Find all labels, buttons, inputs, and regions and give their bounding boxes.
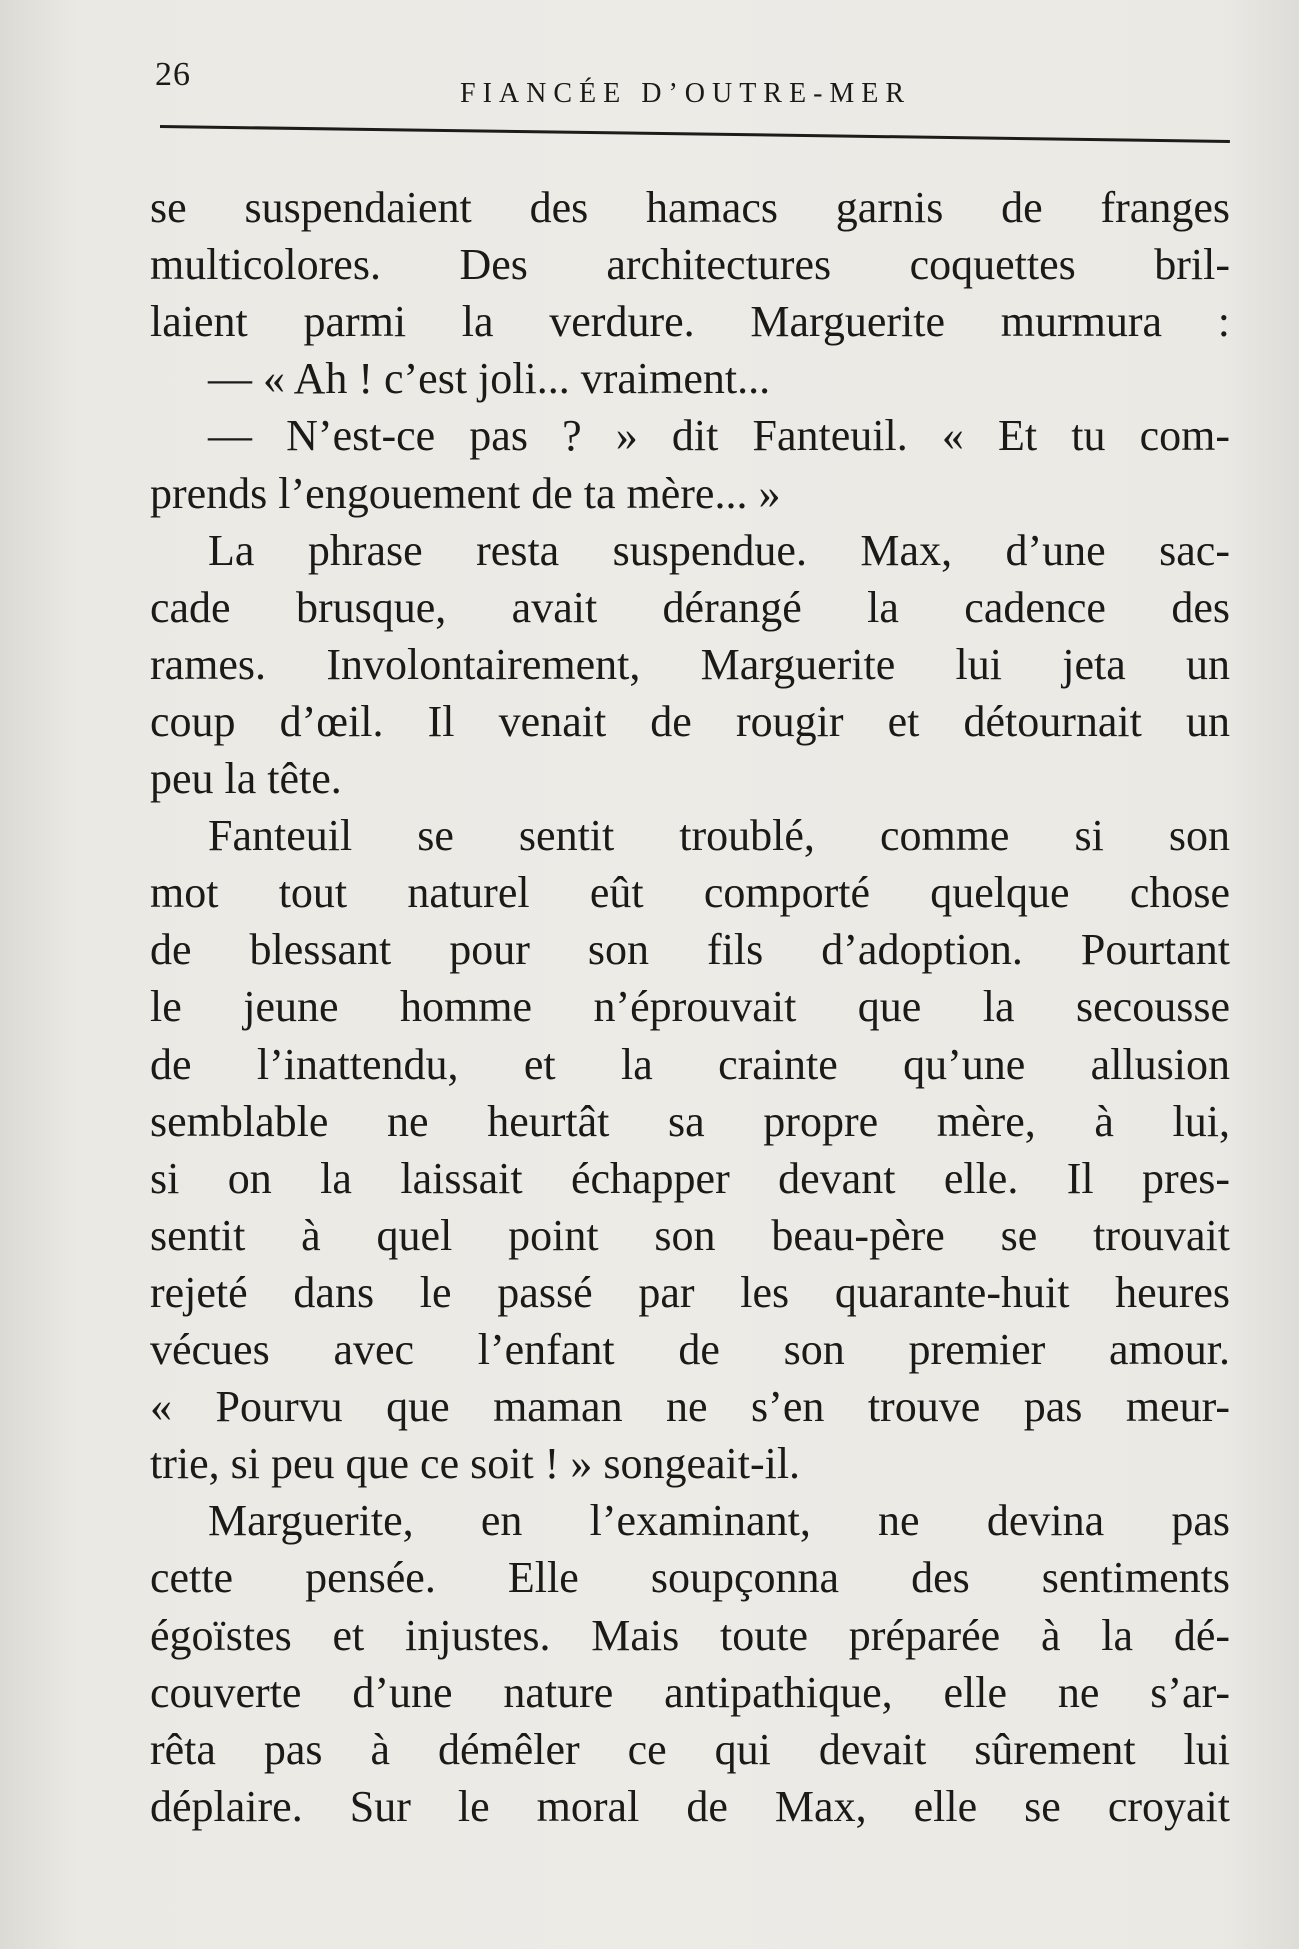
text-line: — « Ah ! c’est joli... vraiment... — [208, 354, 771, 404]
text-line: rejeté dans le passé par les quarante-huit heures — [150, 1267, 1230, 1317]
text-line: Marguerite, en l’examinant, ne devina pas — [208, 1496, 1230, 1546]
text-line: multicolores. Des architectures coquettes bril- — [150, 240, 1230, 290]
text-line: trie, si peu que ce soit ! » songeait-il. — [150, 1439, 801, 1489]
page-number: 26 — [155, 56, 191, 93]
text-line: de blessant pour son fils d’adoption. Pourtant — [150, 925, 1230, 975]
text-line: se suspendaient des hamacs garnis de franges — [150, 183, 1230, 232]
text-line: semblable ne heurtât sa propre mère, à lui, — [150, 1096, 1230, 1146]
text-line: prends l’engouement de ta mère... » — [150, 468, 781, 518]
text-line: rames. Involontairement, Marguerite lui jeta un — [150, 639, 1230, 689]
text-line: le jeune homme n’éprouvait que la secousse — [150, 982, 1230, 1032]
text-line: Fanteuil se sentit troublé, comme si son — [208, 811, 1230, 861]
text-line: — N’est-ce pas ? » dit Fanteuil. « Et tu com- — [208, 411, 1230, 461]
text-line: coup d’œil. Il venait de rougir et détournait un — [150, 696, 1230, 746]
text-line: La phrase resta suspendue. Max, d’une sac- — [208, 525, 1230, 575]
text-line: si on la laissait échapper devant elle. Il pres- — [150, 1153, 1230, 1203]
text-line: vécues avec l’enfant de son premier amour. — [150, 1325, 1230, 1374]
text-line: cade brusque, avait dérangé la cadence des — [150, 582, 1230, 632]
text-line: de l’inattendu, et la crainte qu’une allusion — [150, 1039, 1230, 1089]
text-line: « Pourvu que maman ne s’en trouve pas meur- — [150, 1382, 1230, 1432]
text-line: rêta pas à démêler ce qui devait sûrement lui — [150, 1724, 1230, 1774]
header-rule — [160, 125, 1230, 143]
text-line: couverte d’une nature antipathique, elle ne s’ar- — [150, 1667, 1230, 1717]
text-line: sentit à quel point son beau-père se trouvait — [150, 1210, 1230, 1260]
text-line: peu la tête. — [150, 754, 342, 803]
book-title: FIANCÉE D’OUTRE-MER — [460, 78, 912, 109]
text-line: déplaire. Sur le moral de Max, elle se croyait — [150, 1781, 1230, 1831]
text-line: mot tout naturel eût comporté quelque chose — [150, 868, 1230, 918]
running-head — [155, 50, 1230, 120]
text-line: égoïstes et injustes. Mais toute préparée à la dé- — [150, 1610, 1230, 1660]
text-line: cette pensée. Elle soupçonna des sentiments — [150, 1553, 1230, 1603]
text-line: laient parmi la verdure. Marguerite murmura : — [150, 297, 1230, 347]
